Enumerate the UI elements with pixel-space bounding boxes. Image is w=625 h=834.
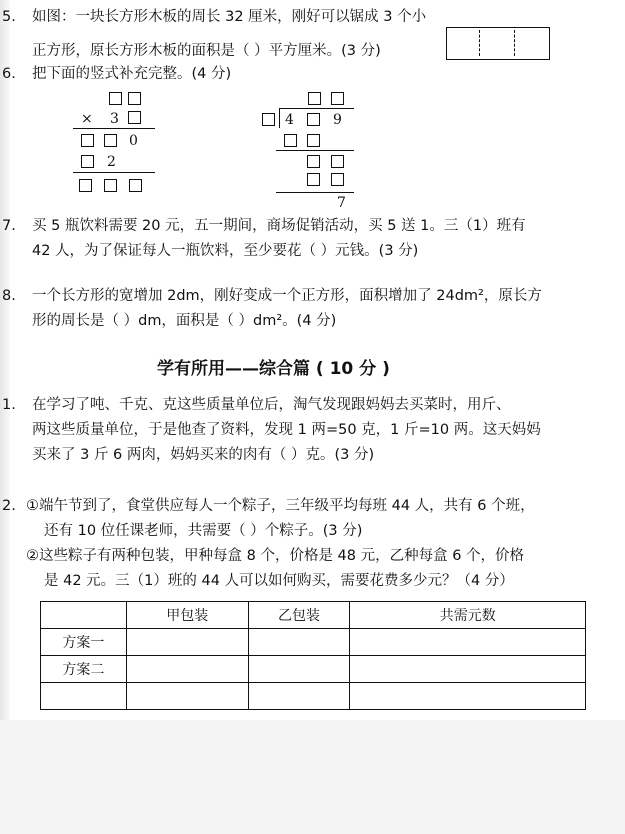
question-text-line: 买来了 3 斤 6 两肉，妈妈买来的肉有（ ）克。(3 分) xyxy=(32,447,375,463)
question-text-line: ①端午节到了，食堂供应每人一个粽子，三年级平均每班 44 人，共有 6 个班， xyxy=(26,498,535,514)
question-marker: 8. xyxy=(2,288,16,304)
question-text-line: 一个长方形的宽增加 2dm，刚好变成一个正方形，面积增加了 24dm²，原长方 xyxy=(32,288,542,304)
table-row xyxy=(41,656,586,683)
question-text-line: 如图：一块长方形木板的周长 32 厘米，刚好可以锯成 3 个小 xyxy=(32,9,427,25)
plan-table xyxy=(40,601,586,710)
table-header-cell xyxy=(41,602,127,629)
section-title: 学有所用——综合篇 ( 10 分 ) xyxy=(157,359,390,379)
division-bracket xyxy=(279,108,280,128)
table-header-row xyxy=(41,602,586,629)
plan-label-cell[interactable] xyxy=(41,683,127,710)
blank-box[interactable] xyxy=(307,173,320,186)
blank-box[interactable] xyxy=(331,173,344,186)
table-header-cell: 甲包装 xyxy=(126,602,248,629)
blank-box[interactable] xyxy=(307,134,320,147)
blank-box[interactable] xyxy=(79,179,92,192)
answer-cell[interactable] xyxy=(248,656,350,683)
digit: 2 xyxy=(107,154,116,170)
question-text: 把下面的竖式补充完整。(4 分) xyxy=(32,66,232,82)
board-diagram xyxy=(446,27,550,60)
table-row xyxy=(41,683,586,710)
blank-box[interactable] xyxy=(81,155,94,168)
question-marker: 5. xyxy=(2,9,16,25)
answer-cell[interactable] xyxy=(350,656,586,683)
blank-box[interactable] xyxy=(109,92,122,105)
blank-box[interactable] xyxy=(104,134,117,147)
blank-box[interactable] xyxy=(307,113,320,126)
table-header-cell: 乙包装 xyxy=(248,602,350,629)
blank-box[interactable] xyxy=(128,111,141,124)
blank-page-area xyxy=(0,720,625,834)
question-text-line: 买 5 瓶饮料需要 20 元，五一期间，商场促销活动，买 5 送 1。三（1）班有 xyxy=(32,218,526,234)
blank-box[interactable] xyxy=(81,134,94,147)
rule-line xyxy=(73,172,155,173)
question-marker: 2. xyxy=(2,498,16,514)
digit: 3 xyxy=(110,111,119,127)
question-marker: 6. xyxy=(2,66,16,82)
blank-box[interactable] xyxy=(331,155,344,168)
digit: 0 xyxy=(129,133,138,149)
blank-box[interactable] xyxy=(307,155,320,168)
question-marker: 7. xyxy=(2,218,16,234)
blank-box[interactable] xyxy=(262,113,275,126)
rule-line xyxy=(276,192,354,193)
answer-cell[interactable] xyxy=(126,629,248,656)
question-text-line: 在学习了吨、千克、克这些质量单位后，淘气发现跟妈妈去买菜时，用斤、 xyxy=(32,397,511,413)
answer-cell[interactable] xyxy=(248,683,350,710)
rule-line xyxy=(276,150,354,151)
question-marker: 1. xyxy=(2,397,16,413)
scan-shadow-edge xyxy=(0,0,10,834)
question-text-line: 形的周长是（ ）dm，面积是（ ）dm²。(4 分) xyxy=(32,313,337,329)
question-text-line: ②这些粽子有两种包装，甲种每盒 8 个，价格是 48 元，乙种每盒 6 个，价格 xyxy=(26,548,525,564)
plan-label-cell: 方案二 xyxy=(41,656,127,683)
digit: 9 xyxy=(333,112,342,128)
cut-line xyxy=(514,30,515,56)
plan-label-cell: 方案一 xyxy=(41,629,127,656)
answer-cell[interactable] xyxy=(350,629,586,656)
answer-cell[interactable] xyxy=(350,683,586,710)
question-text-line: 正方形，原长方形木板的面积是（ ）平方厘米。(3 分) xyxy=(32,43,381,59)
question-text-line: 42 人，为了保证每人一瓶饮料，至少要花（ ）元钱。(3 分) xyxy=(32,243,419,259)
division-bar xyxy=(279,108,354,109)
question-text-line: 是 42 元。三（1）班的 44 人可以如何购买，需要花费多少元？（4 分） xyxy=(44,573,514,589)
cut-line xyxy=(479,30,480,56)
blank-box[interactable] xyxy=(129,179,142,192)
blank-box[interactable] xyxy=(104,179,117,192)
answer-cell[interactable] xyxy=(126,683,248,710)
answer-cell[interactable] xyxy=(248,629,350,656)
table-row xyxy=(41,629,586,656)
blank-box[interactable] xyxy=(128,92,141,105)
remainder-digit: 7 xyxy=(337,195,346,211)
blank-box[interactable] xyxy=(308,92,321,105)
question-text-line: 还有 10 位任课老师，共需要（ ）个粽子。(3 分) xyxy=(44,523,363,539)
rule-line xyxy=(73,128,155,129)
digit: 4 xyxy=(285,112,294,128)
question-text-line: 两这些质量单位，于是他查了资料，发现 1 两=50 克，1 斤=10 两。这天妈妈 xyxy=(32,422,541,438)
times-sign: × xyxy=(81,111,93,127)
table-header-cell: 共需元数 xyxy=(350,602,586,629)
blank-box[interactable] xyxy=(331,92,344,105)
answer-cell[interactable] xyxy=(126,656,248,683)
blank-box[interactable] xyxy=(284,134,297,147)
